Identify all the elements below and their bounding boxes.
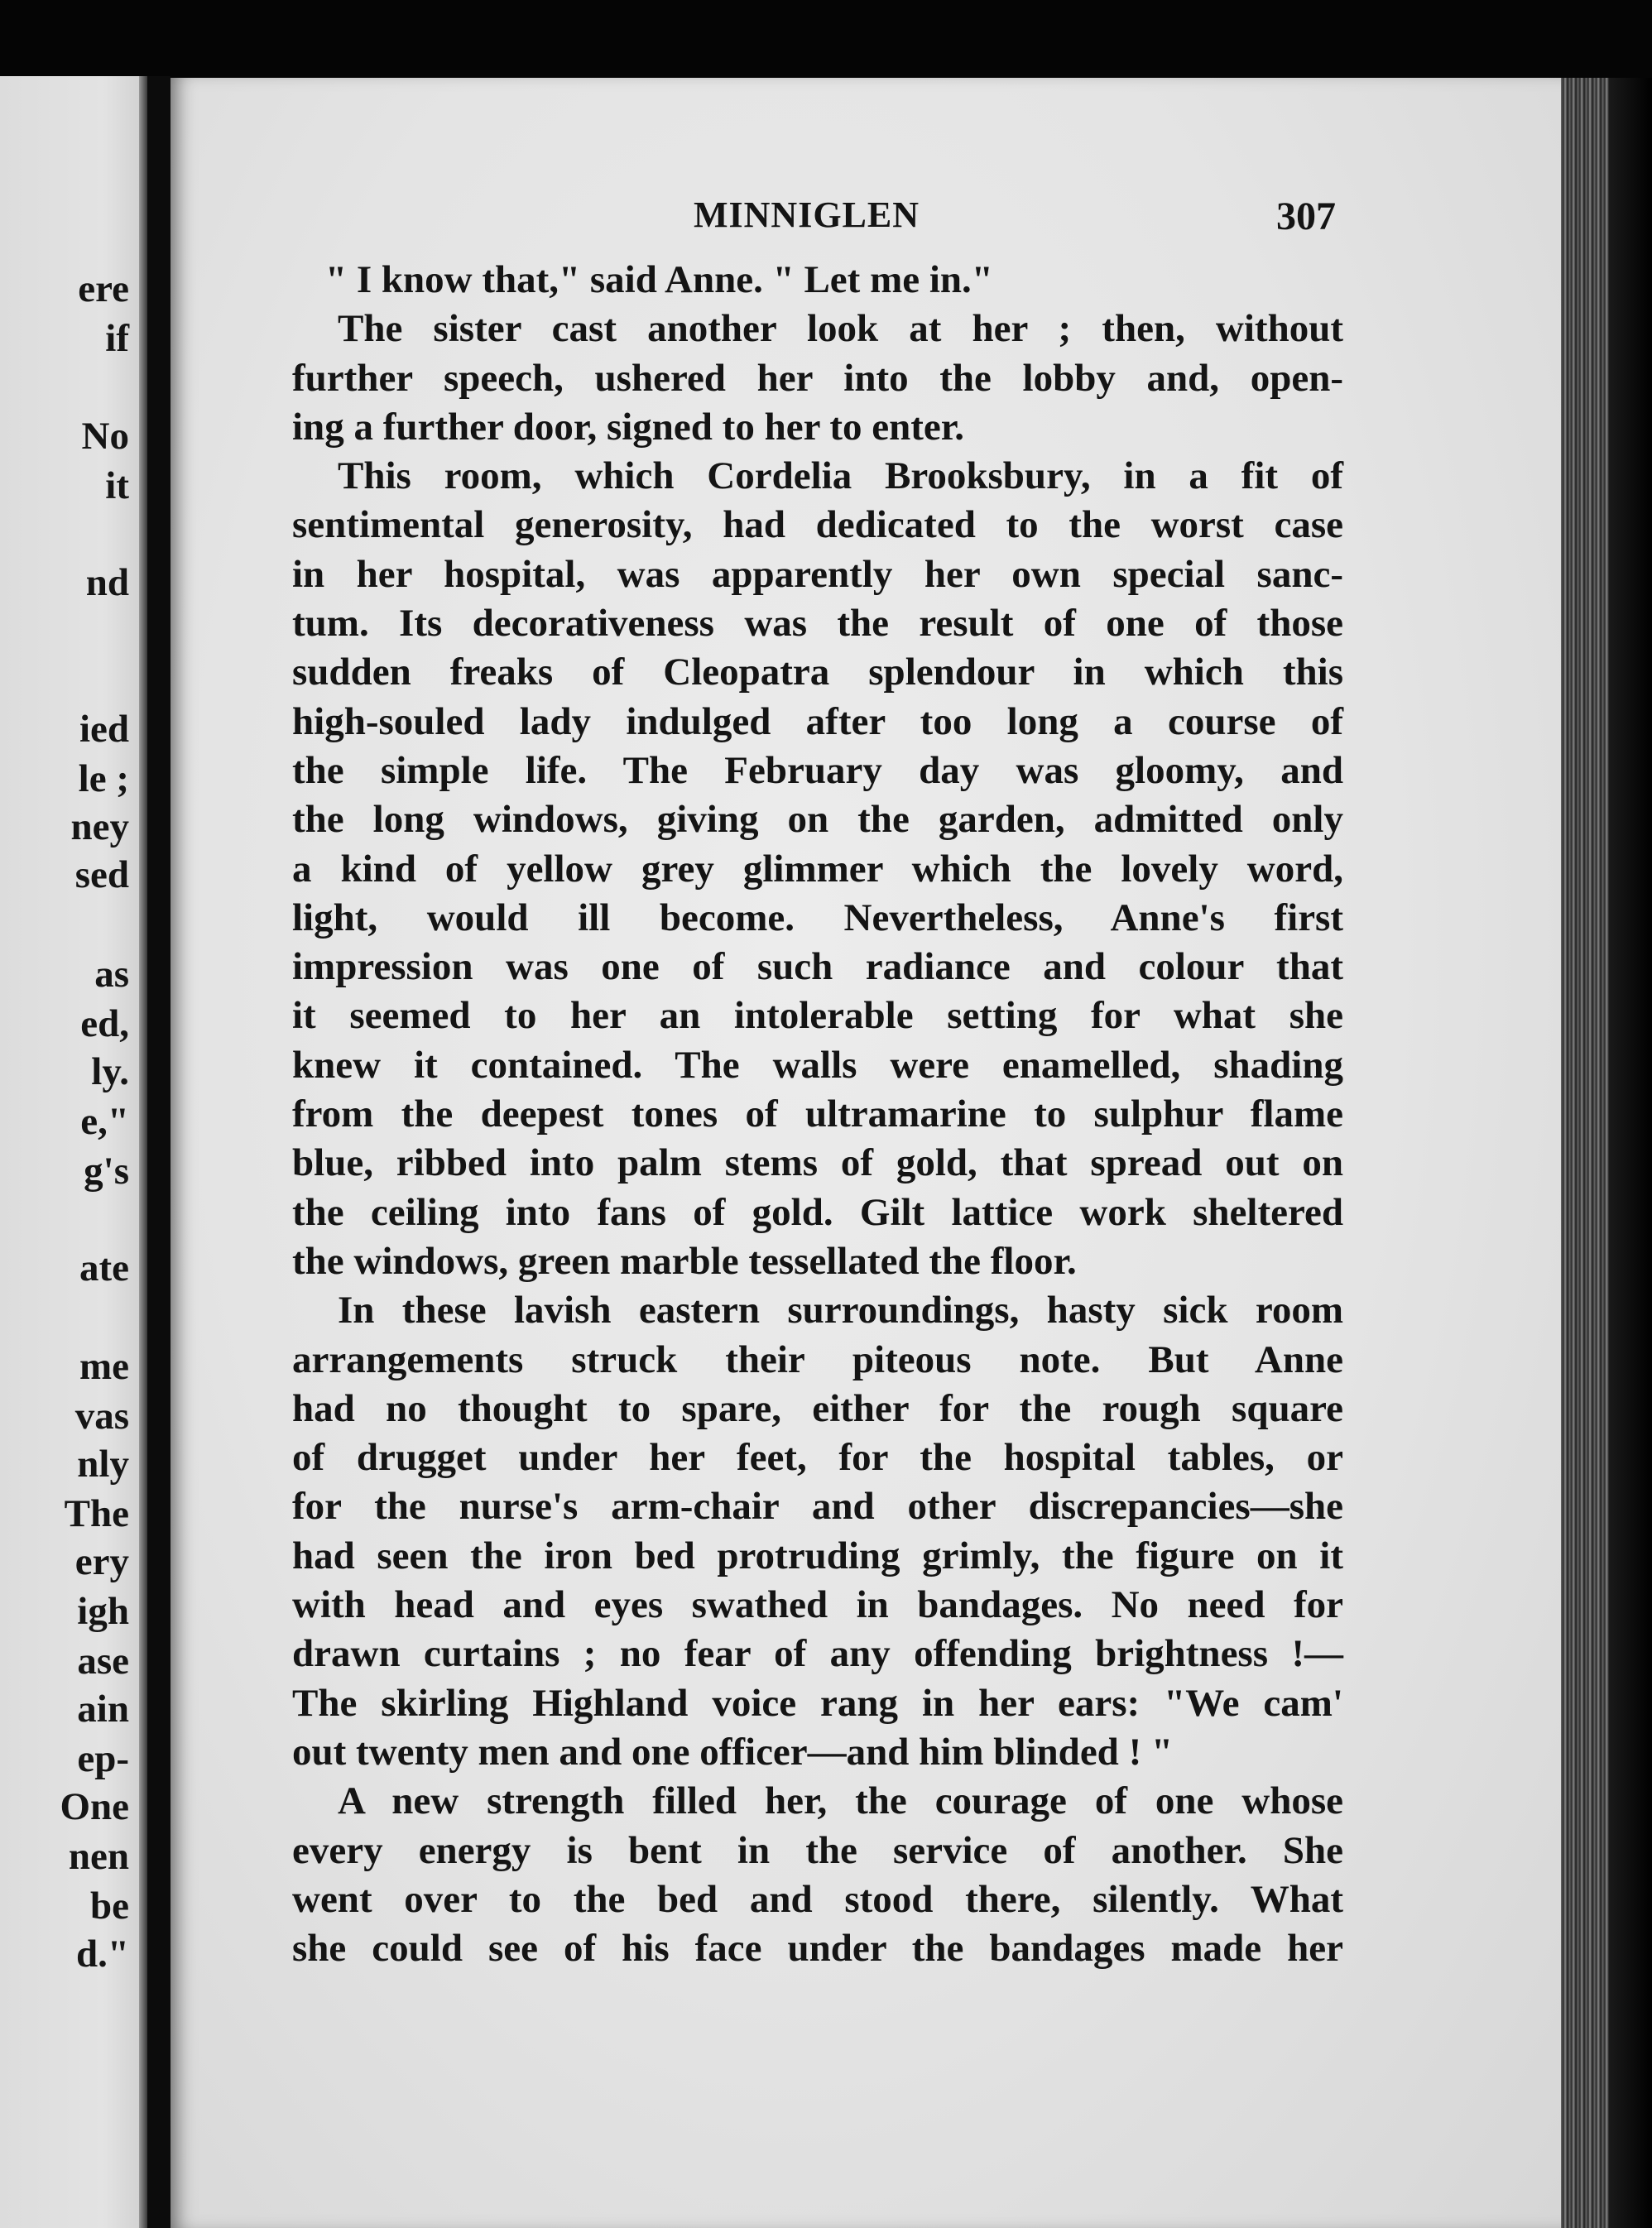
text-line: the ceiling into fans of gold. Gilt lattice work sheltered xyxy=(292,1190,1343,1234)
left-fragment: ase xyxy=(77,1640,129,1683)
left-fragment: it xyxy=(105,464,129,507)
text-line: sudden freaks of Cleopatra splendour in which this xyxy=(292,651,1343,694)
text-line: from the deepest tones of ultramarine to sulphur flame xyxy=(292,1092,1343,1136)
left-fragment: vas xyxy=(74,1395,129,1438)
text-line: went over to the bed and stood there, silently. What xyxy=(292,1877,1343,1921)
left-page xyxy=(0,76,147,2228)
text-line: high-souled lady indulged after too long a course of xyxy=(292,699,1343,743)
text-line: tum. Its decorativeness was the result of one of those xyxy=(292,602,1343,646)
text-line: she could see of his face under the bandages made her xyxy=(292,1927,1343,1971)
left-fragment: if xyxy=(105,317,129,360)
text-line: it seemed to her an intolerable setting for what she xyxy=(292,994,1343,1038)
left-fragment: nly xyxy=(77,1443,129,1486)
text-line: In these lavish eastern surroundings, hasty sick room xyxy=(338,1289,1343,1332)
left-fragment: ery xyxy=(74,1540,129,1583)
book-gutter xyxy=(147,76,170,2228)
text-line: drawn curtains ; no fear of any offending brightness !— xyxy=(292,1632,1343,1676)
right-page xyxy=(170,78,1561,2228)
page-number: 307 xyxy=(1276,194,1336,238)
text-line: impression was one of such radiance and colour that xyxy=(292,945,1343,989)
text-line: in her hospital, was apparently her own special sanc- xyxy=(292,552,1343,596)
text-line: knew it contained. The walls were enamelled, shading xyxy=(292,1043,1343,1087)
text-line: further speech, ushered her into the lobby and, open- xyxy=(292,356,1343,400)
left-fragment: me xyxy=(79,1345,129,1388)
left-page-edge xyxy=(139,76,147,2228)
left-fragment: The xyxy=(64,1492,129,1535)
left-fragment: ney xyxy=(70,805,129,848)
text-line: the windows, green marble tessellated the floor. xyxy=(292,1239,1077,1283)
text-line: with head and eyes swathed in bandages. No need for xyxy=(292,1583,1343,1627)
text-line: out twenty men and one officer—and him blinded ! " xyxy=(292,1730,1174,1774)
left-fragment: No xyxy=(81,415,129,458)
text-line: blue, ribbed into palm stems of gold, that spread out on xyxy=(292,1141,1343,1185)
left-fragment: igh xyxy=(77,1590,129,1633)
text-line: The skirling Highland voice rang in her ears: "We cam' xyxy=(292,1681,1343,1725)
text-line: had no thought to spare, either for the rough square xyxy=(292,1386,1343,1430)
text-line: every energy is bent in the service of another. She xyxy=(292,1828,1343,1872)
left-fragment: ere xyxy=(78,267,129,310)
left-fragment: One xyxy=(60,1785,129,1828)
left-fragment: sed xyxy=(74,853,129,896)
left-fragment: ep- xyxy=(77,1737,129,1780)
text-line: had seen the iron bed protruding grimly, the figure on it xyxy=(292,1534,1343,1577)
text-line: a kind of yellow grey glimmer which the lovely word, xyxy=(292,847,1343,891)
text-line: The sister cast another look at her ; then, without xyxy=(338,307,1343,351)
text-line: of drugget under her feet, for the hospital tables, or xyxy=(292,1436,1343,1480)
text-line: the simple life. The February day was gloomy, and xyxy=(292,748,1343,792)
left-fragment: be xyxy=(90,1885,129,1928)
text-line: " I know that," said Anne. " Let me in." xyxy=(325,258,993,301)
left-fragment: g's xyxy=(84,1150,129,1193)
left-fragment: ate xyxy=(79,1246,129,1289)
text-line: arrangements struck their piteous note. But Anne xyxy=(292,1337,1343,1381)
text-line: ing a further door, signed to her to enter. xyxy=(292,405,965,449)
text-line: the long windows, giving on the garden, admitted only xyxy=(292,798,1343,842)
text-line: light, would ill become. Nevertheless, Anne's first xyxy=(292,896,1343,939)
left-fragment: le ; xyxy=(78,757,129,800)
right-edge-shadow xyxy=(1609,78,1652,2228)
left-fragment: ed, xyxy=(80,1002,129,1045)
left-fragment: ly. xyxy=(91,1050,129,1093)
page-stack-edge xyxy=(1561,78,1609,2228)
text-line: for the nurse's arm-chair and other discrepancies—she xyxy=(292,1485,1343,1529)
left-fragment: d." xyxy=(76,1933,129,1976)
left-fragment: ain xyxy=(77,1688,129,1731)
left-fragment: as xyxy=(94,953,129,996)
running-title: MINNIGLEN xyxy=(694,194,920,235)
text-line: sentimental generosity, had dedicated to the worst case xyxy=(292,503,1343,547)
left-fragment: ied xyxy=(79,708,129,751)
body-text xyxy=(292,256,1343,1973)
left-fragment: nd xyxy=(85,561,129,604)
text-line: A new strength filled her, the courage of one whose xyxy=(338,1779,1343,1823)
text-line: This room, which Cordelia Brooksbury, in a fit of xyxy=(338,454,1343,498)
left-fragment: e," xyxy=(80,1100,129,1143)
left-fragment: nen xyxy=(68,1835,129,1878)
